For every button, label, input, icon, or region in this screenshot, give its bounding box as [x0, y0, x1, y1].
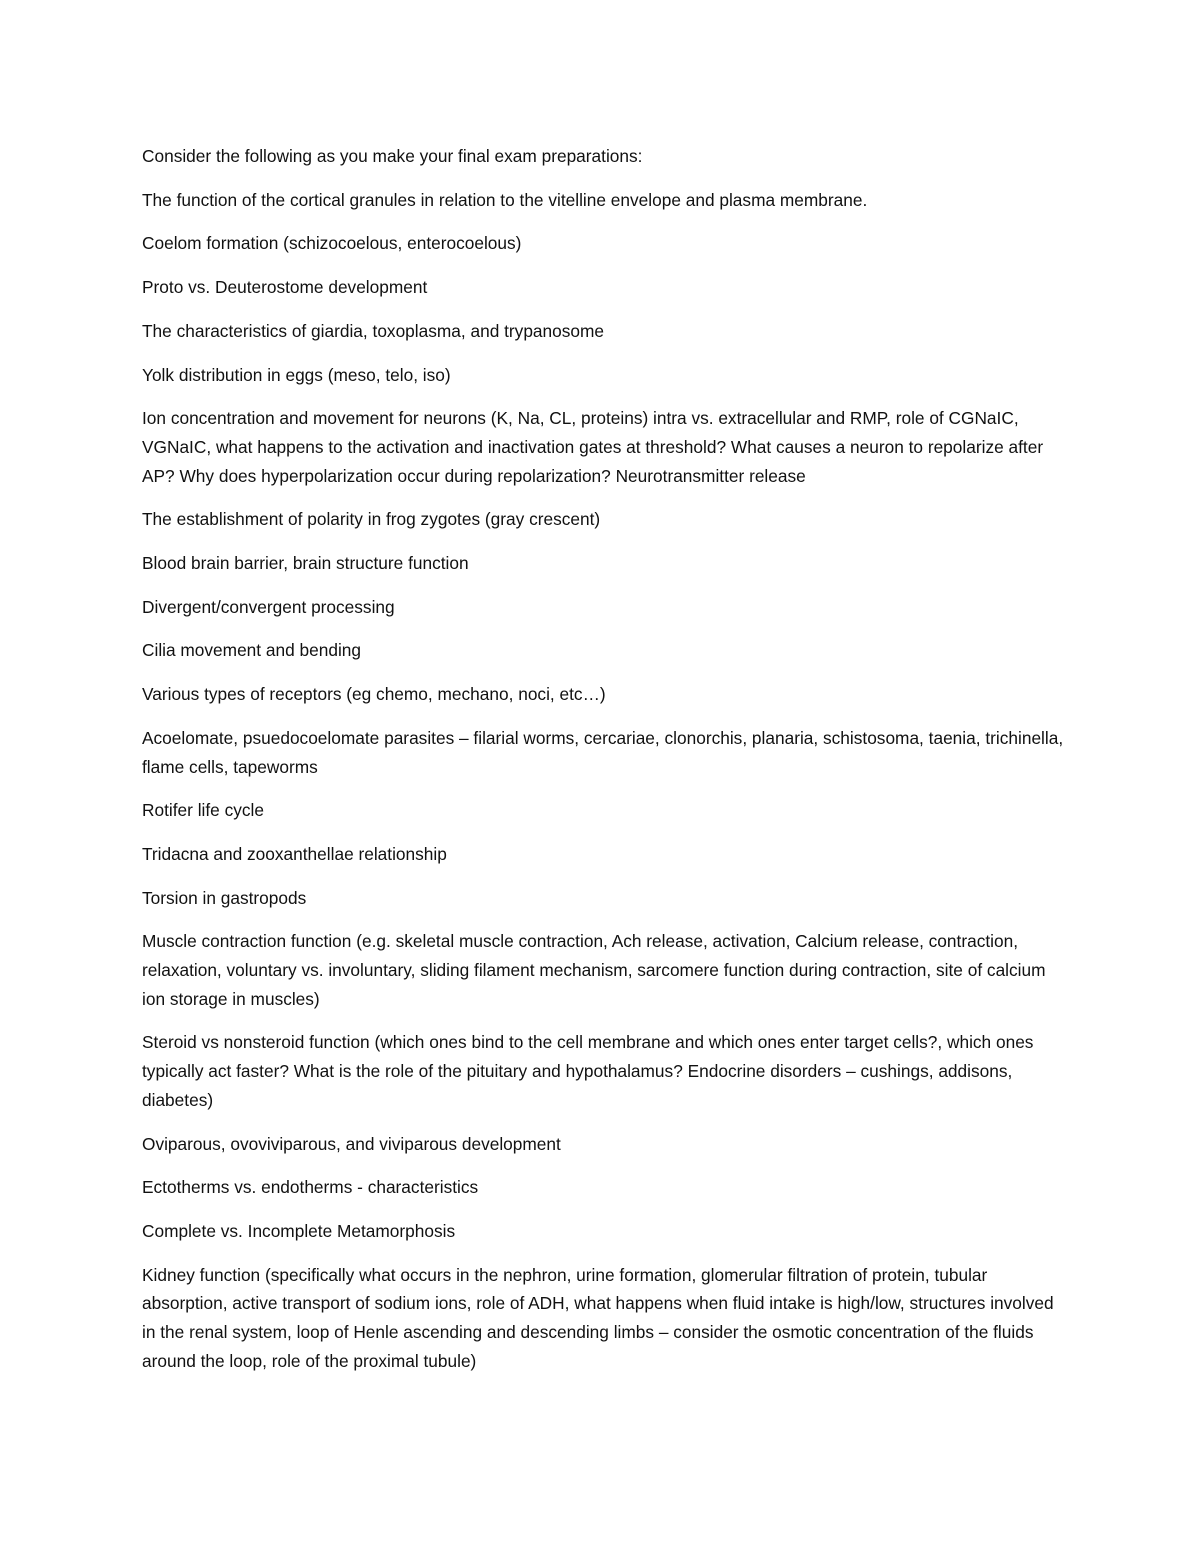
- topic-ectotherms: Ectotherms vs. endotherms - characteristics: [142, 1177, 479, 1198]
- topic-torsion: Torsion in gastropods: [142, 887, 307, 908]
- topic-blood-brain-barrier: Blood brain barrier, brain structure function: [142, 553, 469, 574]
- topic-cilia-movement: Cilia movement and bending: [142, 640, 362, 661]
- topic-muscle-contraction: Muscle contraction function (e.g. skeletal muscle contraction, Ach release, activation, Calcium release, contraction, relaxation, voluntary vs. involuntary, sliding filament mechanism, sarcomere function during contraction, site of calcium ion storage in muscles): [142, 931, 1046, 1009]
- topic-rotifer: Rotifer life cycle: [142, 800, 264, 821]
- exam-intro: Consider the following as you make your final exam preparations:: [142, 146, 643, 166]
- topic-cortical-granules: The function of the cortical granules in relation to the vitelline envelope and plasma membrane.: [142, 189, 868, 210]
- topic-metamorphosis: Complete vs. Incomplete Metamorphosis: [142, 1220, 456, 1241]
- topic-protist-characteristics: The characteristics of giardia, toxoplasma, and trypanosome: [142, 320, 605, 341]
- topic-frog-polarity: The establishment of polarity in frog zygotes (gray crescent): [142, 509, 601, 530]
- topic-kidney-function: Kidney function (specifically what occurs in the nephron, urine formation, glomerular filtration of protein, tubular absorption, active transport of sodium ions, role of ADH, what happens when fluid intake is high/low, structures involved in the renal system, loop of Henle ascending and descending limbs – consider the osmotic concentration of the fluids around the loop, role of the proximal tubule): [142, 1264, 1054, 1371]
- topic-tridacna: Tridacna and zooxanthellae relationship: [142, 843, 447, 864]
- topic-steroid-function: Steroid vs nonsteroid function (which ones bind to the cell membrane and which ones enter target cells?, which ones typically act faster? What is the role of the pituitary and hypothalamus? Endocrine disorders – cushings, addisons, diabetes): [142, 1032, 1034, 1110]
- topic-divergent-processing: Divergent/convergent processing: [142, 596, 395, 617]
- topic-proto-deuterostome: Proto vs. Deuterostome development: [142, 277, 428, 298]
- topic-coelom-formation: Coelom formation (schizocoelous, enterocoelous): [142, 233, 522, 254]
- topic-acoelomate-parasites: Acoelomate, psuedocoelomate parasites – filarial worms, cercariae, clonorchis, planaria, schistosoma, taenia, trichinella, flame cells, tapeworms: [142, 727, 1064, 777]
- topic-neuron-ions: Ion concentration and movement for neurons (K, Na, CL, proteins) intra vs. extracellular and RMP, role of CGNaIC, VGNaIC, what happens to the activation and inactivation gates at threshold? What causes a neuron to repolarize after AP? Why does hyperpolarization occur during repolarization? Neurotransmitter release: [142, 408, 1044, 486]
- topic-oviparous: Oviparous, ovoviviparous, and viviparous development: [142, 1133, 561, 1154]
- topic-receptors: Various types of receptors (eg chemo, mechano, noci, etc…): [142, 684, 606, 705]
- document-page: [142, 142, 1064, 1391]
- topic-yolk-distribution: Yolk distribution in eggs (meso, telo, iso): [142, 364, 451, 385]
